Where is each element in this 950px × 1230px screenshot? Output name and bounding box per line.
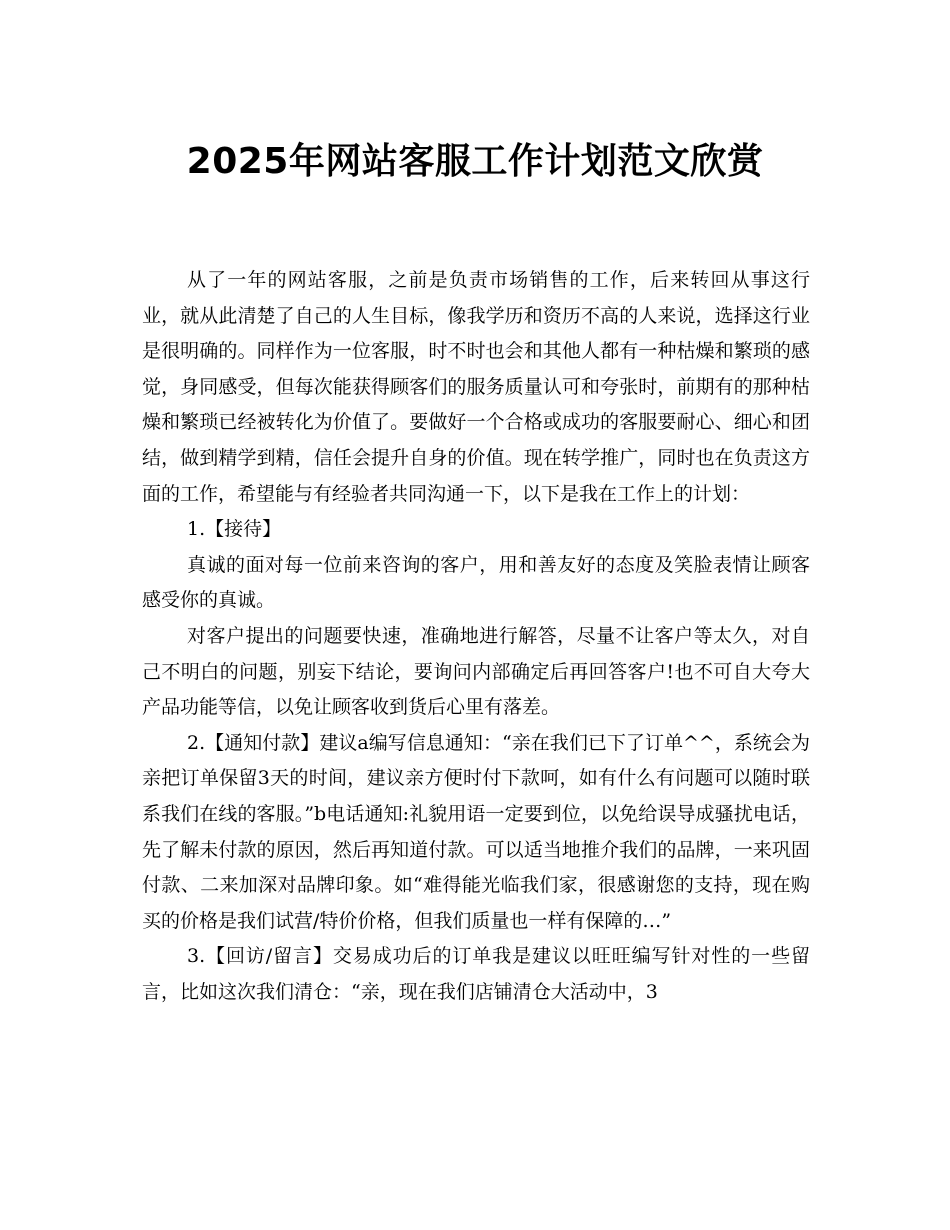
paragraph-reception-sincerity: 真诚的面对每一位前来咨询的客户，用和善友好的态度及笑脸表情让顾客感受你的真诚。 xyxy=(142,553,810,612)
section-heading-reception: 1.【接待】 xyxy=(187,518,282,541)
page-title: 2025年网站客服工作计划范文欣赏 xyxy=(186,141,764,183)
paragraph-followup-message: 3.【回访/留言】交易成功后的订单我是建议以旺旺编写针对性的一些留言，比如这次我们清仓：“亲，现在我们店铺清仓大活动中，3 xyxy=(142,945,810,1003)
document-body xyxy=(142,263,810,1010)
paragraph-reception-answers: 对客户提出的问题要快速，准确地进行解答，尽量不让客户等太久，对自己不明白的问题，别妄下结论，要询问内部确定后再回答客户!也不可自大夸大产品功能等信，以免让顾客收到货后心里有落差。 xyxy=(142,624,810,719)
paragraph-payment-notice: 2.【通知付款】建议a编写信息通知：“亲在我们已下了订单^^，系统会为亲把订单保留3天的时间，建议亲方便时付下款呵，如有什么有问题可以随时联系我们在线的客服。”b电话通知:礼貌用语一定要到位，以免给误导成骚扰电话，先了解未付款的原因，然后再知道付款。可以适当地推介我们的品牌，一来巩固付款、二来加深对品牌印象。如“难得能光临我们家，很感谢您的支持，现在购买的价格是我们试营/特价价格，但我们质量也一样有保障的…” xyxy=(142,731,810,932)
paragraph-intro: 从了一年的网站客服，之前是负责市场销售的工作，后来转回从事这行业，就从此清楚了自己的人生目标，像我学历和资历不高的人来说，选择这行业是很明确的。同样作为一位客服，时不时也会和其他人都有一种枯燥和繁琐的感觉，身同感受，但每次能获得顾客们的服务质量认可和夸张时，前期有的那种枯燥和繁琐已经被转化为价值了。要做好一个合格或成功的客服要耐心、细心和团结，做到精学到精，信任会提升自身的价值。现在转学推广，同时也在负责这方面的工作，希望能与有经验者共同沟通一下，以下是我在工作上的计划： xyxy=(142,269,810,505)
